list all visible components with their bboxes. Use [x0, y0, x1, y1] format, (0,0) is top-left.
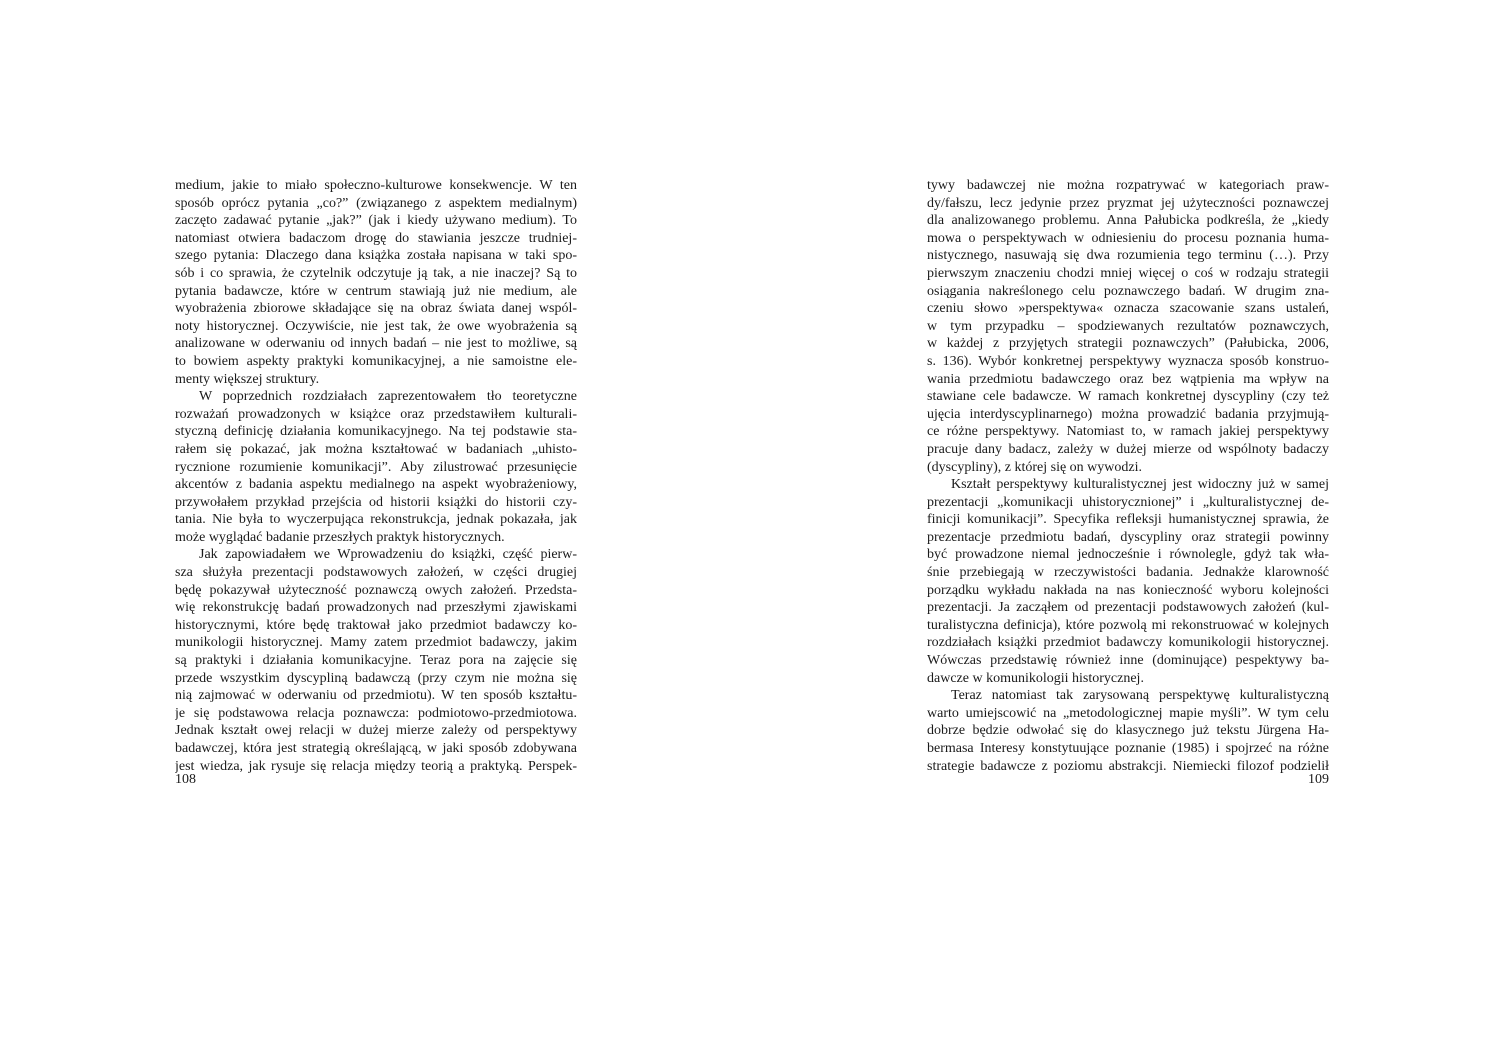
text-line: dla analizowanego problemu. Anna Pałubicka podkreśla, że „kiedy — [927, 213, 1329, 229]
text-line: s. 136). Wybór konkretnej perspektywy wyznacza sposób konstruo- — [927, 353, 1329, 369]
text-line: pytania badawcze, które w centrum stawiają już nie medium, ale — [175, 283, 577, 299]
text-line: finicji komunikacji”. Specyfika refleksji humanistycznej sprawia, że — [927, 512, 1329, 528]
text-line: śnie przebiegają w rzeczywistości badania. Jednakże klarowność — [927, 565, 1329, 581]
text-line: badawczej, która jest strategią określającą, w jaki sposób zdobywana — [175, 741, 577, 756]
page-number: 108 — [175, 772, 196, 787]
text-line: pracuje dany badacz, zależy w dużej mierze od wspólnoty badaczy — [927, 441, 1329, 457]
text-line: wania przedmiotu badawczego oraz bez wątpienia ma wpływ na — [927, 371, 1329, 387]
text-line: dawcze w komunikologii historycznej. — [927, 670, 1144, 686]
text-line: nistycznego, nasuwają się dwa rozumienia tego terminu (…). Przy — [927, 248, 1329, 264]
text-line: tania. Nie była to wyczerpująca rekonstrukcja, jednak pokazała, jak — [175, 512, 577, 528]
text-line: tywy badawczej nie można rozpatrywać w kategoriach praw- — [927, 178, 1329, 193]
text-line: szego pytania: Dlaczego dana książka została napisana w taki spo- — [175, 248, 577, 264]
text-line: rycznione rozumienie komunikacji”. Aby zilustrować przesunięcie — [175, 459, 577, 475]
text-line: ce różne perspektywy. Natomiast to, w ramach jakiej perspektywy — [927, 424, 1329, 440]
text-line: Kształt perspektywy kulturalistycznej jest widoczny już w samej — [951, 477, 1329, 493]
text-line: ujęcia interdyscyplinarnego) można prowadzić badania przyjmują- — [927, 406, 1329, 422]
text-line: dy/fałszu, lecz jedynie przez pryzmat jej użyteczności poznawczej — [927, 195, 1329, 211]
text-line: sza służyła prezentacji podstawowych założeń, w części drugiej — [175, 565, 577, 581]
text-line: rałem się pokazać, jak można kształtować w badaniach „uhisto- — [175, 441, 577, 457]
page-number: 109 — [1308, 772, 1329, 787]
text-line: sób i co sprawia, że czytelnik odczytuje ją tak, a nie inaczej? Są to — [175, 265, 577, 281]
right-page-text — [927, 177, 1329, 775]
text-line: w każdej z przyjętych strategii poznawczych” (Pałubicka, 2006, — [927, 336, 1329, 352]
text-line: bermasa Interesy konstytuujące poznanie (1985) i spojrzeć na różne — [927, 741, 1329, 756]
text-line: stawiane cele badawcze. W ramach konkretnej dyscypliny (czy też — [927, 389, 1329, 405]
text-line: warto umiejscowić na „metodologicznej mapie myśli”. W tym celu — [927, 705, 1329, 721]
text-line: nią zajmować w oderwaniu od przedmiotu). W ten sposób kształtu- — [175, 688, 577, 704]
text-line: dobrze będzie odwołać się do klasycznego już tekstu Jürgena Ha- — [927, 723, 1329, 739]
text-line: wię rekonstrukcję badań prowadzonych nad przeszłymi zjawiskami — [175, 600, 577, 616]
text-line: Jednak kształt owej relacji w dużej mierze zależy od perspektywy — [175, 723, 577, 739]
text-line: porządku wykładu nakłada na nas konieczność wyboru kolejności — [927, 582, 1329, 598]
text-line: mowa o perspektywach w odniesieniu do procesu poznania huma- — [927, 230, 1329, 246]
text-line: W poprzednich rozdziałach zaprezentowałem tło teoretyczne — [199, 389, 577, 405]
text-line: turalistyczna definicja), które pozwolą mi rekonstruować w kolejnych — [927, 617, 1329, 633]
text-line: sposób oprócz pytania „co?” (związanego z aspektem medialnym) — [175, 195, 577, 211]
text-line: może wyglądać badanie przeszłych praktyk historycznych. — [175, 529, 505, 545]
text-line: prezentacji „komunikacji uhistorycznionej” i „kulturalistycznej de- — [927, 494, 1329, 510]
text-line: akcentów z badania aspektu medialnego na aspekt wyobrażeniowy, — [175, 477, 577, 493]
text-line: wyobrażenia zbiorowe składające się na obraz świata danej wspól- — [175, 301, 577, 317]
text-line: Wówczas przedstawię również inne (dominujące) pespektywy ba- — [927, 653, 1329, 669]
text-line: czeniu słowo »perspektywa« oznacza szacowanie szans ustaleń, — [927, 301, 1329, 317]
text-line: styczną definicję działania komunikacyjnego. Na tej podstawie sta- — [175, 424, 577, 440]
text-line: rozważań prowadzonych w książce oraz przedstawiłem kulturali- — [175, 406, 577, 422]
text-line: osiągania nakreślonego celu poznawczego badań. W drugim zna- — [927, 283, 1329, 299]
text-line: pierwszym znaczeniu chodzi mniej więcej o coś w rodzaju strategii — [927, 265, 1329, 281]
left-page-text — [175, 177, 577, 775]
text-line: analizowane w oderwaniu od innych badań – nie jest to możliwe, są — [175, 336, 577, 352]
right-page — [750, 0, 1500, 1061]
text-line: munikologii historycznej. Mamy zatem przedmiot badawczy, jakim — [175, 635, 577, 651]
text-line: historycznymi, które będę traktował jako przedmiot badawczy ko- — [175, 617, 577, 633]
text-line: są praktyki i działania komunikacyjne. Teraz pora na zajęcie się — [175, 653, 577, 669]
text-line: w tym przypadku – spodziewanych rezultatów poznawczych, — [927, 318, 1329, 334]
text-line: jest wiedza, jak rysuje się relacja między teorią a praktyką. Perspek- — [175, 758, 577, 774]
text-line: natomiast otwiera badaczom drogę do stawiania jeszcze trudniej- — [175, 230, 577, 246]
text-line: będę pokazywał użyteczność poznawczą owych założeń. Przedsta- — [175, 582, 577, 598]
text-line: noty historycznej. Oczywiście, nie jest tak, że owe wyobrażenia są — [175, 318, 577, 334]
text-line: zaczęto zadawać pytanie „jak?” (jak i kiedy używano medium). To — [175, 213, 577, 229]
text-line: prezentacji. Ja zacząłem od prezentacji podstawowych założeń (kul- — [927, 600, 1329, 616]
text-line: Teraz natomiast tak zarysowaną perspektywę kulturalistyczną — [951, 688, 1329, 704]
text-line: Jak zapowiadałem we Wprowadzeniu do książki, część pierw- — [199, 547, 577, 563]
text-line: strategie badawcze z poziomu abstrakcji. Niemiecki filozof podzielił — [927, 758, 1329, 774]
text-line: rozdziałach książki przedmiot badawczy komunikologii historycznej. — [927, 635, 1329, 651]
text-line: menty większej struktury. — [175, 371, 320, 387]
text-line: przede wszystkim dyscypliną badawczą (przy czym nie można się — [175, 670, 577, 686]
text-line: przywołałem przykład przejścia od historii książki do historii czy- — [175, 494, 577, 510]
text-line: prezentacje przedmiotu badań, dyscypliny oraz strategii powinny — [927, 529, 1329, 545]
text-line: być prowadzone niemal jednocześnie i równolegle, gdyż tak wła- — [927, 547, 1329, 563]
text-line: to bowiem aspekty praktyki komunikacyjnej, a nie samoistne ele- — [175, 353, 577, 369]
text-line: (dyscypliny), z której się on wywodzi. — [927, 459, 1143, 475]
text-line: je się podstawowa relacja poznawcza: podmiotowo-przedmiotowa. — [175, 705, 577, 721]
text-line: medium, jakie to miało społeczno-kulturowe konsekwencje. W ten — [175, 178, 577, 193]
